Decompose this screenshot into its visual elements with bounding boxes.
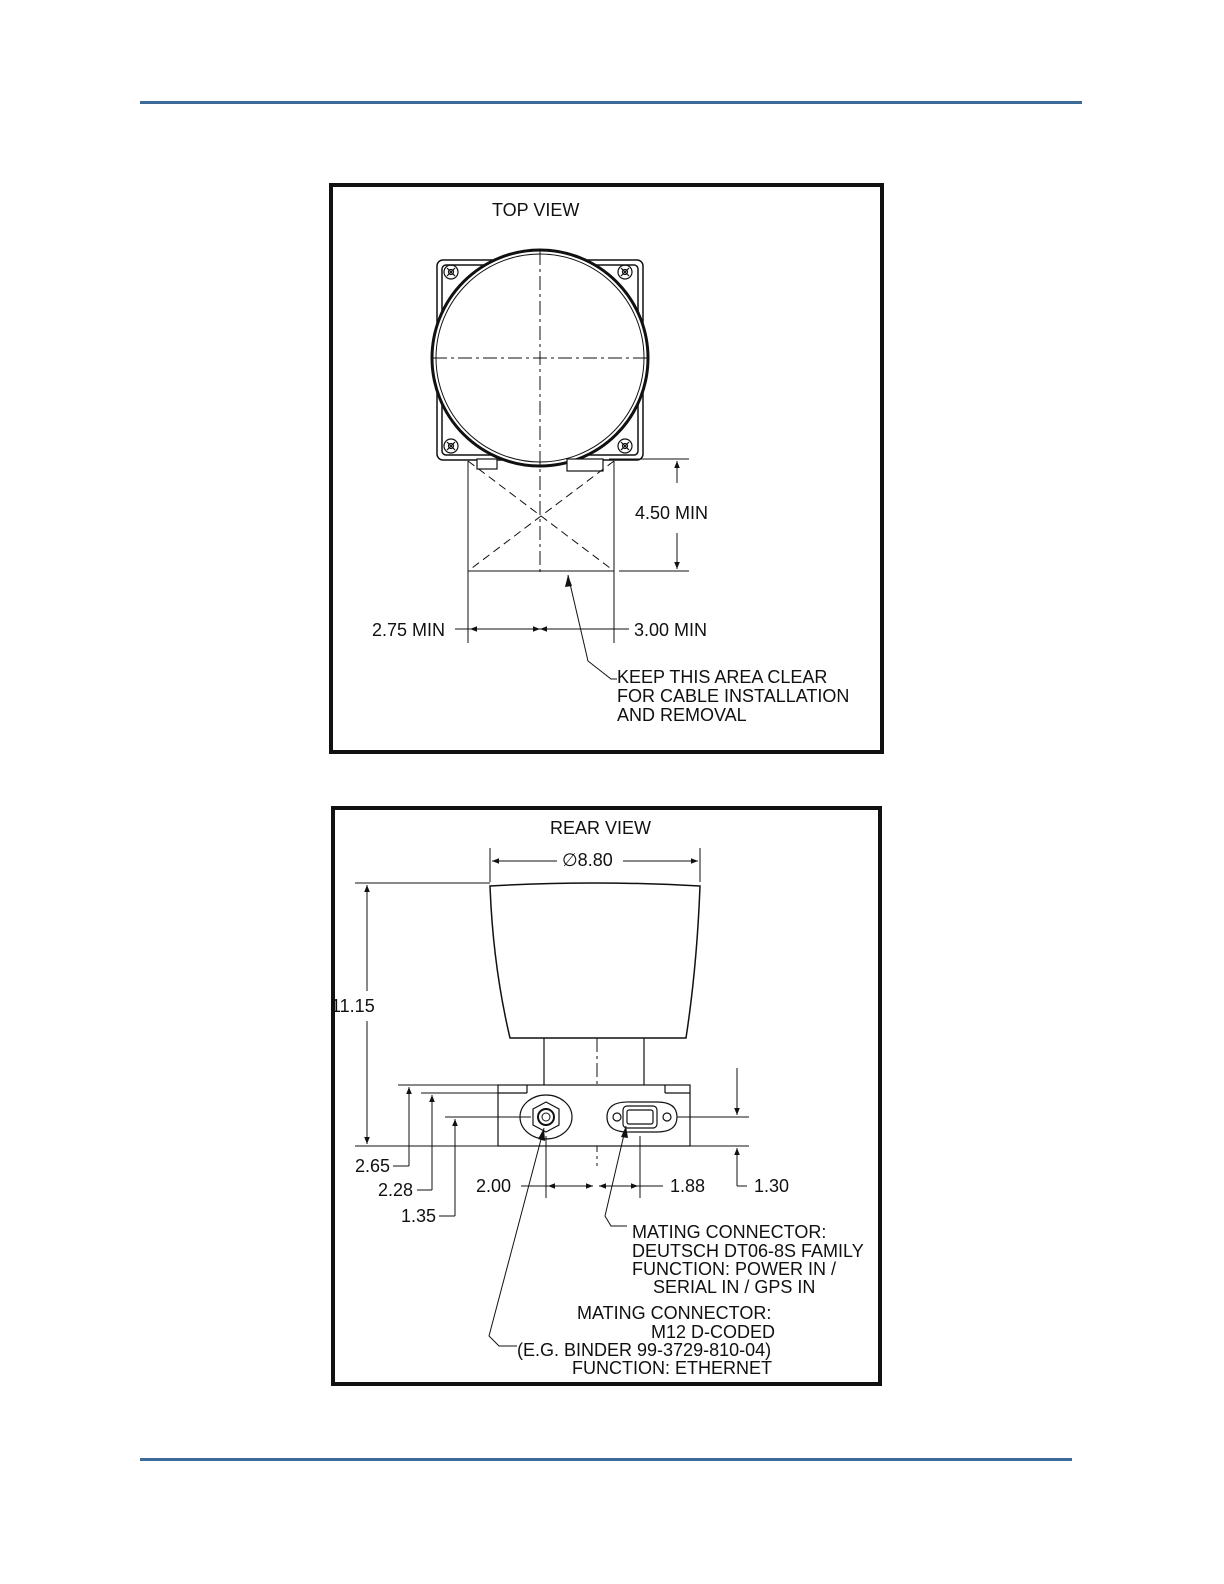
power-note-line-1: MATING CONNECTOR: [632,1222,827,1242]
ethernet-note-line-4: FUNCTION: ETHERNET [572,1358,772,1378]
dim-b-label: 2.28 [378,1180,414,1200]
keep-clear-note-line-3: AND REMOVAL [617,705,747,725]
radome-body [490,883,700,1038]
header-rule [140,101,1082,104]
dim-a-label: 2.65 [355,1156,391,1176]
dim-right-label: 3.00 MIN [634,620,708,640]
dim-height-label: 4.50 MIN [635,503,709,523]
power-note-line-2: DEUTSCH DT06-8S FAMILY [632,1241,864,1261]
dim-diameter-label: ∅8.80 [562,850,613,870]
dim-right-label: 1.88 [670,1176,706,1196]
ethernet-note-line-2: M12 D-CODED [651,1322,776,1342]
dim-left-label: 2.00 [476,1176,512,1196]
top-view-drawing [329,183,884,754]
rear-view-drawing [331,806,882,1386]
keep-clear-note-line-1: KEEP THIS AREA CLEAR [617,667,828,687]
power-note-line-3: FUNCTION: POWER IN / [632,1259,836,1279]
dim-overall-height-label: 11.15 [331,996,375,1016]
keep-clear-note-line-2: FOR CABLE INSTALLATION [617,686,850,706]
power-note-line-4: SERIAL IN / GPS IN [653,1277,816,1297]
dim-c-label: 1.35 [401,1206,437,1226]
dim-side-label: 1.30 [754,1176,790,1196]
footer-rule [140,1458,1072,1461]
top-view-title: TOP VIEW [492,200,580,220]
ethernet-note-line-1: MATING CONNECTOR: [577,1303,772,1323]
rear-view-title: REAR VIEW [550,818,652,838]
ethernet-note-line-3: (E.G. BINDER 99-3729-810-04) [517,1340,772,1360]
base-block [498,1085,690,1146]
dim-left-label: 2.75 MIN [372,620,446,640]
